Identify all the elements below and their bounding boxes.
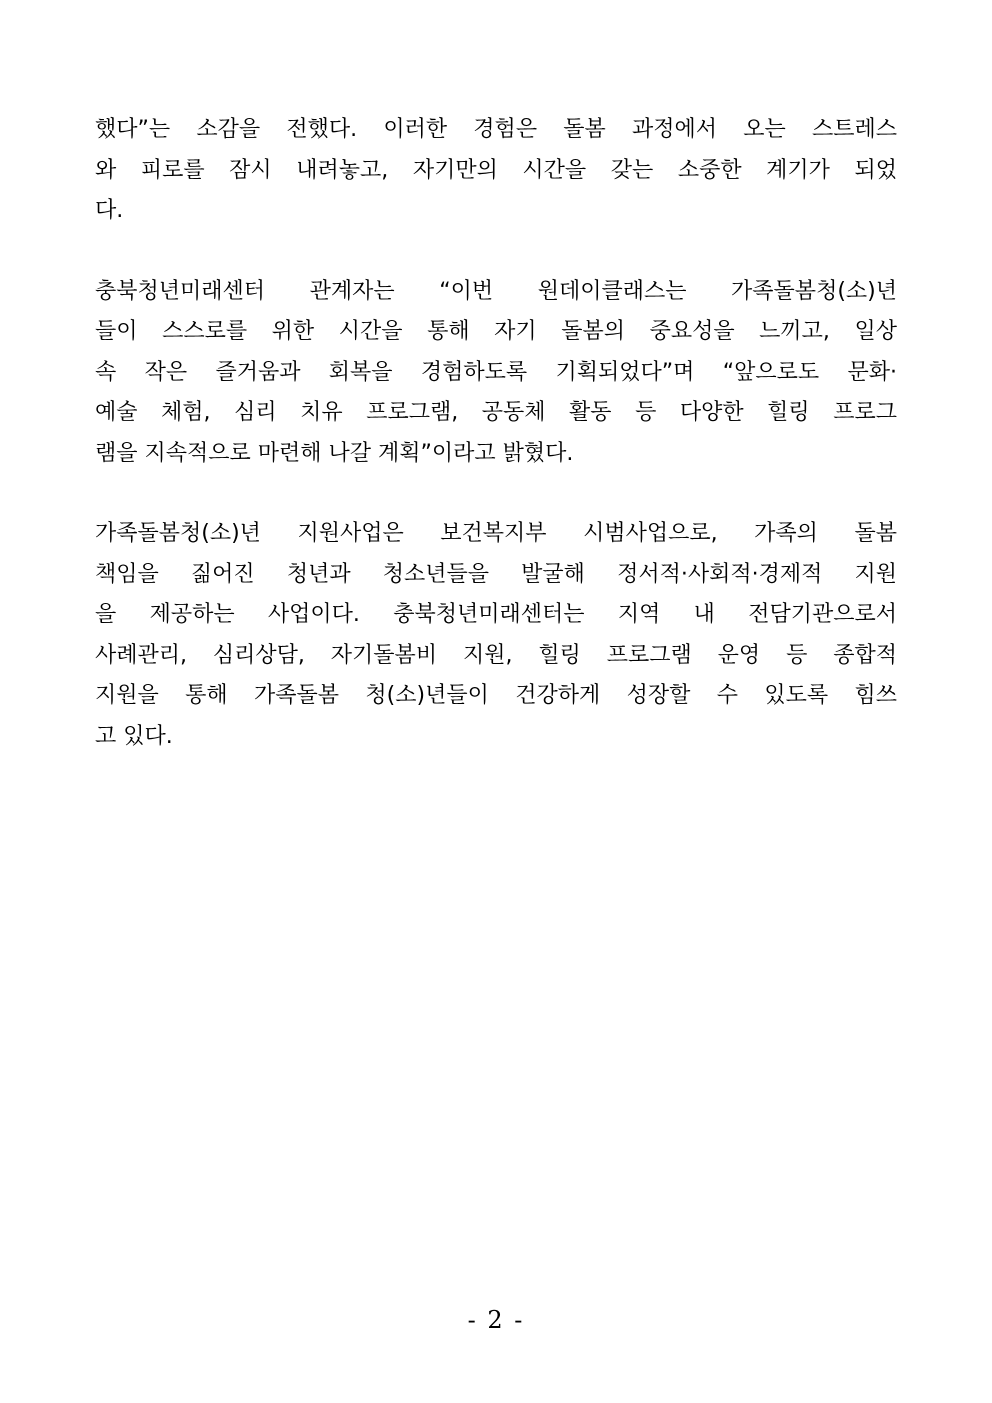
text-line: 책임을 짊어진 청년과 청소년들을 발굴해 정서적·사회적·경제적 지원 bbox=[95, 561, 897, 587]
text-line: 지원을 통해 가족돌봄 청(소)년들이 건강하게 성장할 수 있도록 힘쓰 bbox=[95, 683, 897, 708]
page-number: - 2 - bbox=[467, 1306, 525, 1334]
text-line: 와 피로를 잠시 내려놓고, 자기만의 시간을 갖는 소중한 계기가 되었 bbox=[95, 157, 897, 183]
text-line: 사례관리, 심리상담, 자기돌봄비 지원, 힐링 프로그램 운영 등 종합적 bbox=[95, 642, 897, 668]
paragraph-2 bbox=[95, 272, 897, 475]
text-line: 가족돌봄청(소)년 지원사업은 보건복지부 시범사업으로, 가족의 돌봄 bbox=[95, 521, 897, 546]
text-line: 을 제공하는 사업이다. 충북청년미래센터는 지역 내 전담기관으로서 bbox=[95, 602, 897, 627]
text-line: 예술 체험, 심리 치유 프로그램, 공동체 활동 등 다양한 힐링 프로그 bbox=[95, 400, 897, 425]
paragraph-3 bbox=[95, 514, 897, 757]
text-line: 속 작은 즐거움과 회복을 경험하도록 기획되었다”며 “앞으로도 문화· bbox=[95, 359, 897, 385]
text-line: 고 있다. bbox=[95, 723, 173, 749]
text-line: 충북청년미래센터 관계자는 “이번 원데이클래스는 가족돌봄청(소)년 bbox=[95, 278, 897, 304]
text-line: 했다”는 소감을 전했다. 이러한 경험은 돌봄 과정에서 오는 스트레스 bbox=[95, 117, 897, 142]
text-line: 램을 지속적으로 마련해 나갈 계획”이라고 밝혔다. bbox=[95, 440, 574, 466]
paragraph-1 bbox=[95, 110, 897, 232]
document-body bbox=[95, 110, 897, 797]
text-line: 들이 스스로를 위한 시간을 통해 자기 돌봄의 중요성을 느끼고, 일상 bbox=[95, 319, 897, 344]
text-line: 다. bbox=[95, 198, 124, 223]
